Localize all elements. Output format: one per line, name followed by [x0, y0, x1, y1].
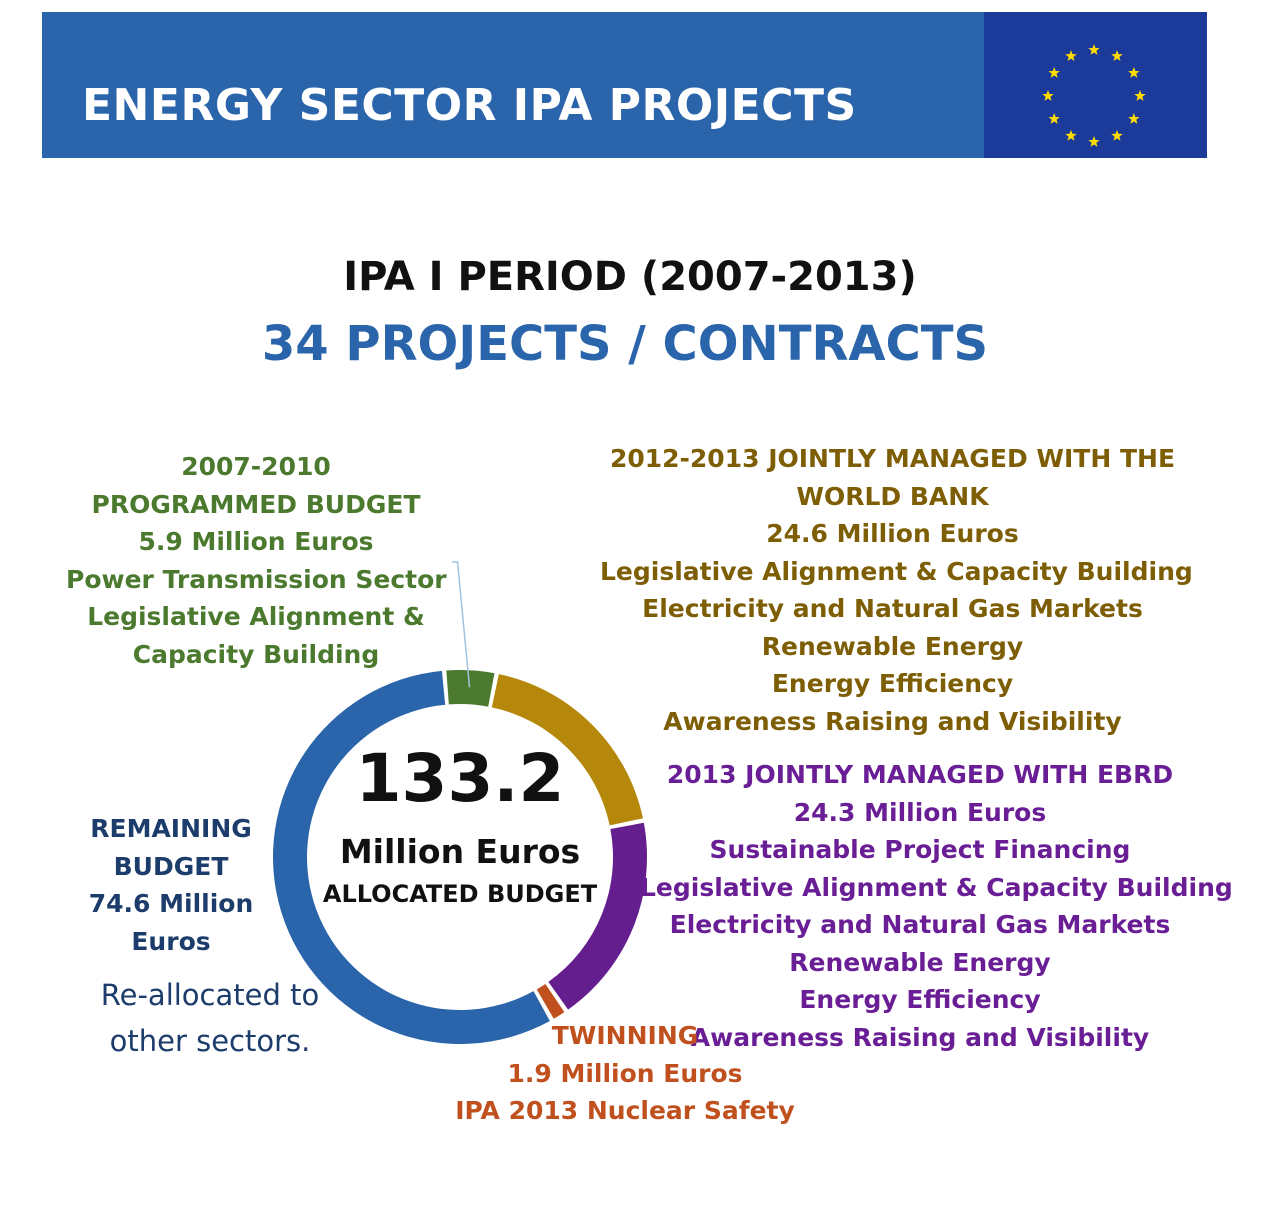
center-label: ALLOCATED BUDGET — [322, 880, 598, 908]
label-line: 24.3 Million Euros — [793, 797, 1047, 827]
label-line: WORLD BANK — [796, 481, 989, 511]
label-line: IPA 2013 Nuclear Safety — [455, 1096, 795, 1125]
label-line: Legislative Alignment & — [87, 602, 425, 631]
label-line: Capacity Building — [132, 639, 380, 669]
label-line: Legislative Alignment & Capacity Building — [600, 556, 1193, 586]
reallocated-note — [80, 972, 340, 1064]
label-line: Awareness Raising and Visibility — [663, 706, 1122, 736]
label-line: 2007-2010 — [181, 452, 331, 481]
label-line: REMAINING — [90, 814, 252, 843]
projects-title: 34 PROJECTS / CONTRACTS — [261, 316, 989, 372]
label-line: 1.9 Million Euros — [507, 1058, 743, 1088]
label-line: TWINNING — [551, 1021, 699, 1050]
label-ebrd — [640, 756, 1233, 1056]
label-line: Renewable Energy — [789, 947, 1051, 977]
label-line: Awareness Raising and Visibility — [690, 1022, 1150, 1052]
label-programmed-budget — [66, 448, 446, 673]
label-twinning — [440, 1017, 810, 1130]
label-line: BUDGET — [113, 851, 229, 881]
leader-line — [452, 562, 470, 687]
label-line: 2013 JOINTLY MANAGED WITH EBRD — [666, 760, 1174, 789]
label-world-bank — [600, 440, 1193, 740]
label-line: Power Transmission Sector — [66, 564, 447, 594]
page-title: ENERGY SECTOR IPA PROJECTS — [82, 80, 857, 131]
note-line: Re-allocated to — [100, 978, 320, 1012]
label-line: Sustainable Project Financing — [709, 835, 1131, 864]
label-remaining-budget — [60, 810, 282, 960]
label-line: 74.6 Million — [88, 889, 254, 918]
label-line: Legislative Alignment & Capacity Building — [640, 872, 1233, 902]
note-line: other sectors. — [109, 1024, 311, 1058]
period-title: IPA I PERIOD (2007-2013) — [343, 254, 917, 300]
label-line: PROGRAMMED BUDGET — [91, 489, 421, 519]
label-line: 2012-2013 JOINTLY MANAGED WITH THE — [609, 444, 1176, 473]
center-value: 133.2 — [355, 740, 565, 817]
donut-slice-0 — [446, 670, 494, 707]
label-line: 24.6 Million Euros — [766, 519, 1019, 548]
label-line: Renewable Energy — [761, 631, 1024, 661]
label-line: 5.9 Million Euros — [138, 527, 374, 556]
label-line: Energy Efficiency — [771, 669, 1014, 698]
label-line: Energy Efficiency — [799, 985, 1041, 1014]
label-line: Electricity and Natural Gas Markets — [642, 594, 1143, 623]
center-unit: Million Euros — [339, 832, 581, 871]
label-line: Electricity and Natural Gas Markets — [669, 910, 1171, 939]
label-line: Euros — [131, 926, 211, 956]
